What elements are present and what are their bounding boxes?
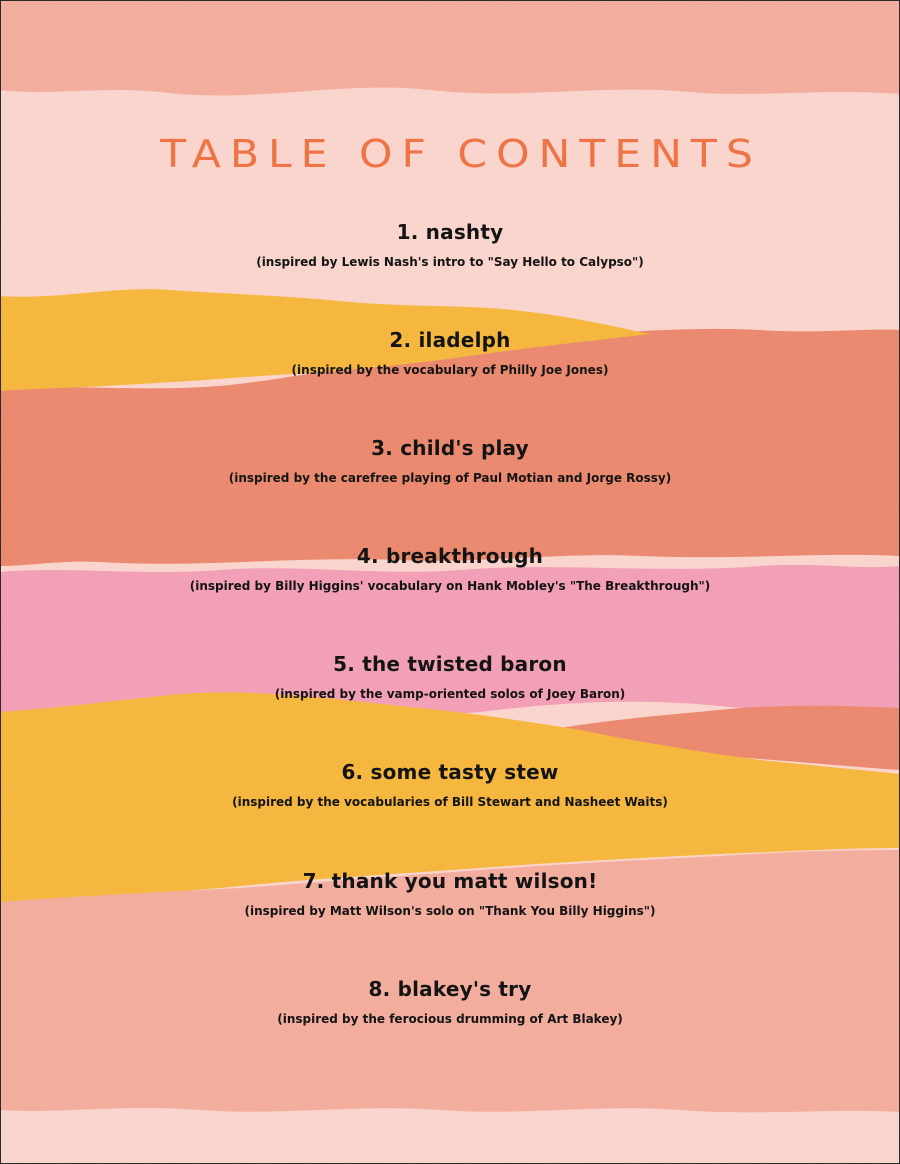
toc-entry-subtitle: (inspired by Matt Wilson's solo on "Thank You Billy Higgins") (244, 904, 656, 918)
toc-entry-title: 6. some tasty stew (341, 760, 559, 784)
toc-entry-title: 5. the twisted baron (333, 652, 567, 676)
toc-entry-subtitle: (inspired by the vamp-oriented solos of Joey Baron) (274, 687, 626, 701)
toc-entry-6 (0, 760, 900, 810)
toc-entry-title: 3. child's play (371, 436, 529, 460)
toc-entry-subtitle: (inspired by the ferocious drumming of Art Blakey) (277, 1012, 623, 1026)
toc-entry-5 (0, 652, 900, 702)
toc-entry-4 (0, 544, 900, 594)
toc-entry-8 (0, 977, 900, 1027)
toc-entry-2 (0, 328, 900, 378)
toc-entry-subtitle: (inspired by the vocabularies of Bill Stewart and Nasheet Waits) (232, 795, 668, 809)
toc-entry-subtitle: (inspired by the carefree playing of Paul Motian and Jorge Rossy) (228, 471, 672, 485)
toc-entry-7 (0, 869, 900, 919)
toc-entry-3 (0, 436, 900, 486)
toc-entry-title: 2. iladelph (389, 328, 511, 352)
toc-entry-title: 1. nashty (396, 220, 504, 244)
page-title: TABLE OF CONTENTS (160, 132, 762, 176)
toc-entry-title: 7. thank you matt wilson! (302, 869, 598, 893)
toc-entry-title: 4. breakthrough (356, 544, 544, 568)
toc-entry-subtitle: (inspired by the vocabulary of Philly Joe Jones) (291, 363, 609, 377)
toc-entry-1 (0, 220, 900, 270)
toc-entry-subtitle: (inspired by Billy Higgins' vocabulary on Hank Mobley's "The Breakthrough") (189, 579, 711, 593)
toc-entry-title: 8. blakey's try (368, 977, 532, 1001)
toc-entry-subtitle: (inspired by Lewis Nash's intro to "Say Hello to Calypso") (256, 255, 644, 269)
